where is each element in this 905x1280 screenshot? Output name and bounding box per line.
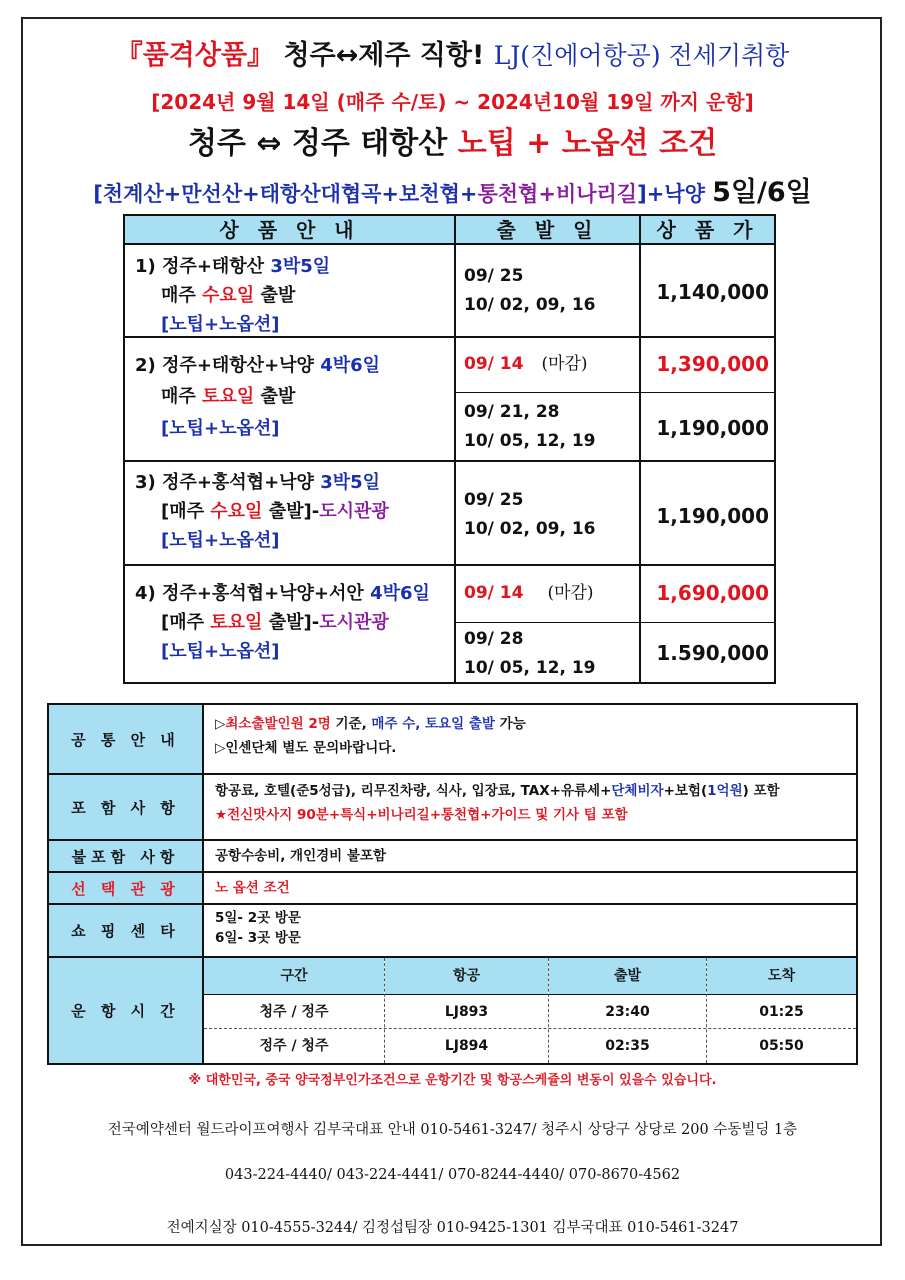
- product-extra: 도시관광: [319, 501, 389, 522]
- price-1: 1,140,000: [656, 280, 769, 304]
- min-people: 최소출발인원 2명: [225, 716, 331, 732]
- bullet: ▷: [215, 716, 226, 732]
- label-include: 포 함 사 항: [49, 775, 204, 839]
- flight-2-arrive: 05:50: [759, 1038, 804, 1054]
- flight-2-depart: 02:35: [605, 1038, 650, 1054]
- product-duration: 4박6일: [370, 583, 430, 604]
- insurance-amount: 1억원: [707, 783, 743, 799]
- product-weekday: 수요일: [210, 501, 263, 522]
- closed-label: (마감): [541, 354, 588, 374]
- product-week-end: 출발: [254, 386, 296, 407]
- product-tag: [노팁+노옵션]: [161, 530, 280, 551]
- common-info: [215, 712, 526, 760]
- price-2: 1,390,000: [656, 352, 769, 376]
- incentive-note: ▷인센단체 별도 문의바랍니다.: [215, 740, 397, 756]
- product-week-end: 출발]-: [262, 612, 320, 633]
- departure-line: 09/ 14: [464, 583, 524, 603]
- flight-1-arrive: 01:25: [759, 1004, 804, 1020]
- departure-line: 10/ 02, 09, 16: [464, 519, 596, 539]
- flight-header-route: 구간: [204, 958, 384, 994]
- product-title: 정주+홍석협+낙양: [162, 472, 314, 493]
- product-week-end: 출발: [254, 285, 296, 306]
- title-sights: [천계산+만선산+태항산대협곡+보천협+: [93, 182, 478, 206]
- product-duration: 3박5일: [270, 256, 331, 277]
- info-table: [47, 703, 858, 1065]
- closed-label: (마감): [547, 583, 594, 603]
- flight-1-route: 청주 / 정주: [259, 1004, 329, 1020]
- flight-header-depart: 출발: [549, 958, 706, 994]
- product-week-end: 출발]-: [262, 501, 320, 522]
- header-departure: 출 발 일: [456, 216, 639, 245]
- footer-contact-3: 전예지실장 010-4555-3244/ 김정섭팀장 010-9425-1301 김부국대표 010-5461-3247: [166, 1220, 739, 1236]
- departure-line: 09/ 25: [464, 266, 524, 286]
- product-week: [매주: [161, 612, 211, 633]
- title-condition: 노팁 + 노옵션 조건: [457, 126, 718, 161]
- label-shopping: 쇼 핑 센 타: [49, 905, 204, 956]
- shopping-6day: 6일- 3곳 방문: [215, 930, 301, 946]
- disclaimer: ※ 대한민국, 중국 양국정부인가조건으로 운항기간 및 항공스케쥴의 변동이 있을수 있습니다.: [188, 1073, 717, 1088]
- product-4: [135, 579, 430, 666]
- label-option: 선 택 관 광: [49, 873, 204, 903]
- product-duration: 3박5일: [320, 472, 381, 493]
- product-2: [135, 351, 380, 443]
- title-sights-highlight: 통천협+비나리길: [477, 182, 638, 206]
- include-text: +보험(: [663, 783, 708, 799]
- product-no: 4): [135, 583, 156, 604]
- option-info: 노 옵션 조건: [215, 880, 290, 896]
- product-tag: [노팁+노옵션]: [161, 641, 280, 662]
- departure-3: [464, 398, 596, 456]
- product-week: [매주: [161, 501, 211, 522]
- product-weekday: 토요일: [202, 386, 255, 407]
- flight-2-route: 정주 / 청주: [259, 1038, 329, 1054]
- title-line-4: [0, 170, 905, 209]
- title-route: 청주↔제주 직항!: [274, 40, 494, 71]
- title-line-3: [0, 118, 905, 162]
- product-1: [135, 252, 330, 339]
- departure-line: 10/ 05, 12, 19: [464, 431, 596, 451]
- product-title: 정주+태항산+낙양: [162, 355, 314, 376]
- divider: [639, 216, 641, 682]
- flight-1-number: LJ893: [444, 1004, 489, 1020]
- label-common: 공 통 안 내: [49, 705, 204, 773]
- product-title: 정주+태항산: [162, 256, 265, 277]
- price-5: 1,690,000: [656, 581, 769, 605]
- product-week: 매주: [161, 386, 203, 407]
- flight-header-airline: 항공: [385, 958, 548, 994]
- label-exclude: 불포함 사항: [49, 841, 204, 871]
- divider: [456, 622, 774, 623]
- departure-line: 09/ 21, 28: [464, 402, 560, 422]
- exclude-info: 공항수송비, 개인경비 불포함: [215, 848, 387, 864]
- flight-2-number: LJ894: [444, 1038, 489, 1054]
- footer-contact-2: 043-224-4440/ 043-224-4441/ 070-8244-4440/ 070-8670-4562: [224, 1167, 681, 1183]
- departure-line: 10/ 05, 12, 19: [464, 658, 596, 678]
- common-text: 기준,: [330, 716, 372, 732]
- departure-4: [464, 486, 596, 544]
- shopping-info: [215, 908, 301, 948]
- group-visa: 단체비자: [611, 783, 664, 799]
- product-no: 1): [135, 256, 156, 277]
- departure-line: 09/ 28: [464, 629, 524, 649]
- header-price: 상 품 가: [641, 216, 774, 245]
- product-week: 매주: [161, 285, 203, 306]
- product-table: [123, 214, 776, 684]
- header-product: 상 품 안 내: [125, 216, 454, 245]
- product-no: 3): [135, 472, 156, 493]
- product-tag: [노팁+노옵션]: [161, 314, 280, 335]
- departure-6: [464, 625, 596, 683]
- shopping-5day: 5일- 2곳 방문: [215, 910, 301, 926]
- price-6: 1.590,000: [656, 641, 769, 665]
- departure-5: [464, 579, 594, 608]
- product-tag: [노팁+노옵션]: [161, 418, 280, 439]
- title-sights-end: ]+낙양: [637, 182, 713, 206]
- include-info: [215, 779, 780, 827]
- product-no: 2): [135, 355, 156, 376]
- common-text: 가능: [494, 716, 526, 732]
- departure-line: 09/ 14: [464, 354, 524, 374]
- product-weekday: 토요일: [210, 612, 263, 633]
- departure-1: [464, 262, 596, 320]
- label-flight: 운 항 시 간: [49, 958, 204, 1063]
- title-badge: 『품격상품』: [115, 40, 275, 71]
- departure-line: 10/ 02, 09, 16: [464, 295, 596, 315]
- title-route-2: 청주 ⇔ 정주 태항산: [187, 126, 458, 161]
- product-title: 정주+홍석협+낙양+서안: [162, 583, 364, 604]
- include-text: 항공료, 호텔(준5성급), 리무진차량, 식사, 입장료, TAX+유류세+: [215, 783, 612, 799]
- departure-days: 매주 수, 토요일 출발: [371, 716, 495, 732]
- price-3: 1,190,000: [656, 416, 769, 440]
- divider: [456, 392, 774, 393]
- include-text: ) 포함: [742, 783, 780, 799]
- product-extra: 도시관광: [319, 612, 389, 633]
- departure-2: [464, 350, 588, 379]
- flight-1-depart: 23:40: [605, 1004, 650, 1020]
- title-line-1: [0, 33, 905, 72]
- footer-contact-1: 전국예약센터 월드라이프여행사 김부국대표 안내 010-5461-3247/ 청주시 상당구 상당로 200 수동빌딩 1층: [107, 1122, 798, 1138]
- title-airline: LJ(진에어항공) 전세기취항: [493, 41, 790, 70]
- include-special: ★전신맛사지 90분+특식+비나리길+통천협+가이드 및 기사 팁 포함: [215, 807, 628, 823]
- divider: [454, 216, 456, 682]
- product-duration: 4박6일: [320, 355, 381, 376]
- divider: [125, 564, 774, 566]
- departure-line: 09/ 25: [464, 490, 524, 510]
- product-3: [135, 468, 389, 555]
- divider: [125, 460, 774, 462]
- product-weekday: 수요일: [202, 285, 255, 306]
- title-days: 5일/6일: [712, 177, 812, 208]
- flight-header-arrive: 도착: [707, 958, 856, 994]
- price-4: 1,190,000: [656, 504, 769, 528]
- title-period: [2024년 9월 14일 (매주 수/토) ~ 2024년10월 19일 까지 운항]: [151, 90, 754, 114]
